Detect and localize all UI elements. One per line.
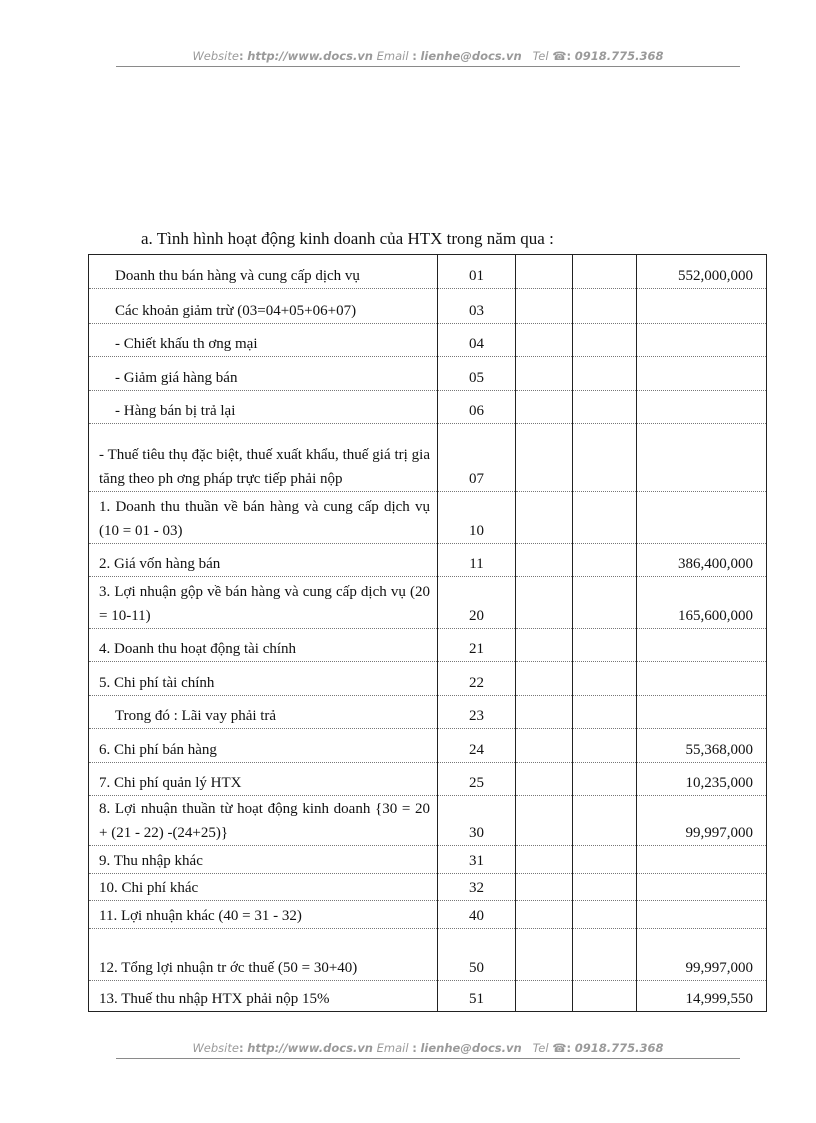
table-row — [89, 901, 767, 929]
table-row — [89, 544, 767, 577]
row-amount — [637, 391, 767, 424]
row-note-cell — [516, 577, 573, 629]
row-code: 31 — [438, 846, 516, 874]
row-prior-cell — [573, 796, 637, 846]
row-note-cell — [516, 391, 573, 424]
table-row — [89, 629, 767, 662]
row-note-cell — [516, 696, 573, 729]
table-row — [89, 324, 767, 357]
row-amount — [637, 492, 767, 544]
row-label-text: Doanh thu bán hàng và cung cấp dịch vụ — [115, 268, 360, 284]
row-code: 20 — [438, 577, 516, 629]
row-code: 10 — [438, 492, 516, 544]
row-label — [89, 492, 438, 544]
table-row — [89, 492, 767, 544]
row-label — [89, 357, 438, 391]
row-prior-cell — [573, 255, 637, 289]
row-amount: 99,997,000 — [637, 929, 767, 981]
row-code: 03 — [438, 289, 516, 324]
table-row — [89, 929, 767, 981]
business-results-table — [88, 254, 767, 1012]
row-code: 40 — [438, 901, 516, 929]
table-row — [89, 357, 767, 391]
row-amount — [637, 846, 767, 874]
row-label — [89, 577, 438, 629]
row-amount — [637, 324, 767, 357]
row-prior-cell — [573, 763, 637, 796]
row-prior-cell — [573, 846, 637, 874]
row-label — [89, 289, 438, 324]
row-label-text: Trong đó : Lãi vay phải trả — [115, 708, 277, 724]
table-row — [89, 577, 767, 629]
row-prior-cell — [573, 662, 637, 696]
row-label-text: 2. Giá vốn hàng bán — [99, 556, 221, 572]
row-note-cell — [516, 492, 573, 544]
header-tel-value: 0918.775.368 — [574, 49, 664, 63]
row-label — [89, 324, 438, 357]
row-label — [89, 255, 438, 289]
header-email-label: Email — [376, 49, 409, 63]
row-prior-cell — [573, 324, 637, 357]
row-note-cell — [516, 981, 573, 1012]
footer-website-label: Website — [192, 1041, 239, 1055]
row-code: 01 — [438, 255, 516, 289]
row-prior-cell — [573, 357, 637, 391]
row-prior-cell — [573, 544, 637, 577]
phone-icon: ☎ — [552, 1041, 567, 1055]
table-row — [89, 391, 767, 424]
page-header: Website: http://www.docs.vn Email : lienhe@docs.vn Tel ☎: 0918.775.368 — [192, 49, 664, 63]
table-row — [89, 874, 767, 901]
row-note-cell — [516, 662, 573, 696]
row-code: 25 — [438, 763, 516, 796]
header-website-link[interactable]: http://www.docs.vn — [247, 49, 373, 63]
row-prior-cell — [573, 929, 637, 981]
table-row — [89, 662, 767, 696]
row-label-text: 9. Thu nhập khác — [99, 853, 203, 869]
footer-website-link[interactable]: http://www.docs.vn — [247, 1041, 373, 1055]
table-row — [89, 846, 767, 874]
row-amount: 165,600,000 — [637, 577, 767, 629]
row-code: 06 — [438, 391, 516, 424]
row-prior-cell — [573, 289, 637, 324]
row-label — [89, 729, 438, 763]
row-label — [89, 544, 438, 577]
row-label-text: 3. Lợi nhuận gộp về bán hàng và cung cấp dịch vụ (20 = 10-11) — [99, 584, 430, 624]
header-website-label: Website — [192, 49, 239, 63]
row-amount — [637, 696, 767, 729]
table-row — [89, 255, 767, 289]
row-amount: 99,997,000 — [637, 796, 767, 846]
row-prior-cell — [573, 981, 637, 1012]
row-note-cell — [516, 901, 573, 929]
row-amount — [637, 357, 767, 391]
row-code: 11 — [438, 544, 516, 577]
row-label-text: 5. Chi phí tài chính — [99, 675, 215, 691]
row-label-text: - Chiết khấu th ơng mại — [115, 336, 258, 352]
row-label-text: 8. Lợi nhuận thuần từ hoạt động kinh doanh {30 = 20 + (21 - 22) -(24+25)} — [99, 801, 430, 841]
row-note-cell — [516, 796, 573, 846]
row-code: 50 — [438, 929, 516, 981]
row-amount — [637, 424, 767, 492]
row-amount: 552,000,000 — [637, 255, 767, 289]
header-divider — [116, 66, 740, 67]
row-label-text: 10. Chi phí khác — [99, 880, 199, 896]
row-label-text: 7. Chi phí quản lý HTX — [99, 775, 242, 791]
table-row — [89, 763, 767, 796]
row-label — [89, 391, 438, 424]
row-prior-cell — [573, 492, 637, 544]
table-row — [89, 696, 767, 729]
row-prior-cell — [573, 424, 637, 492]
row-code: 22 — [438, 662, 516, 696]
row-code: 30 — [438, 796, 516, 846]
footer-email-link[interactable]: lienhe@docs.vn — [420, 1041, 522, 1055]
header-email-link[interactable]: lienhe@docs.vn — [420, 49, 522, 63]
row-code: 32 — [438, 874, 516, 901]
row-code: 21 — [438, 629, 516, 662]
row-label-text: 4. Doanh thu hoạt động tài chính — [99, 641, 297, 657]
row-note-cell — [516, 874, 573, 901]
row-amount — [637, 289, 767, 324]
row-label-text: 11. Lợi nhuận khác (40 = 31 - 32) — [99, 908, 302, 924]
row-amount — [637, 901, 767, 929]
row-label — [89, 424, 438, 492]
section-heading: a. Tình hình hoạt động kinh doanh của HTX trong năm qua : — [141, 229, 554, 248]
row-prior-cell — [573, 577, 637, 629]
row-label — [89, 901, 438, 929]
row-label-text: 1. Doanh thu thuần về bán hàng và cung cấp dịch vụ (10 = 01 - 03) — [99, 499, 430, 539]
row-note-cell — [516, 929, 573, 981]
row-prior-cell — [573, 901, 637, 929]
footer-email-label: Email — [376, 1041, 409, 1055]
row-code: 24 — [438, 729, 516, 763]
row-amount — [637, 629, 767, 662]
row-code: 23 — [438, 696, 516, 729]
footer-tel-label: Tel — [532, 1041, 549, 1055]
row-code: 51 — [438, 981, 516, 1012]
table-row — [89, 729, 767, 763]
row-label — [89, 629, 438, 662]
row-note-cell — [516, 324, 573, 357]
row-note-cell — [516, 629, 573, 662]
row-label — [89, 929, 438, 981]
row-label-text: Các khoản giảm trừ (03=04+05+06+07) — [115, 303, 357, 319]
row-code: 07 — [438, 424, 516, 492]
row-prior-cell — [573, 391, 637, 424]
row-prior-cell — [573, 874, 637, 901]
row-note-cell — [516, 846, 573, 874]
row-label-text: 6. Chi phí bán hàng — [99, 742, 217, 758]
table-row — [89, 981, 767, 1012]
row-label-text: 13. Thuế thu nhập HTX phải nộp 15% — [99, 991, 330, 1007]
row-prior-cell — [573, 729, 637, 763]
table-row — [89, 796, 767, 846]
row-note-cell — [516, 289, 573, 324]
row-label — [89, 662, 438, 696]
row-prior-cell — [573, 629, 637, 662]
row-amount: 386,400,000 — [637, 544, 767, 577]
page-footer: Website: http://www.docs.vn Email : lienhe@docs.vn Tel ☎: 0918.775.368 — [192, 1041, 664, 1055]
row-note-cell — [516, 763, 573, 796]
row-label — [89, 696, 438, 729]
footer-tel-value: 0918.775.368 — [574, 1041, 664, 1055]
row-label-text: - Giảm giá hàng bán — [115, 370, 238, 386]
row-label-text: 12. Tổng lợi nhuận tr ớc thuế (50 = 30+40) — [99, 960, 358, 976]
row-amount: 10,235,000 — [637, 763, 767, 796]
row-prior-cell — [573, 696, 637, 729]
row-note-cell — [516, 424, 573, 492]
row-amount — [637, 874, 767, 901]
table-row — [89, 424, 767, 492]
row-note-cell — [516, 544, 573, 577]
row-code: 04 — [438, 324, 516, 357]
row-amount: 14,999,550 — [637, 981, 767, 1012]
row-label — [89, 981, 438, 1012]
row-label-text: - Hàng bán bị trả lại — [115, 403, 236, 419]
footer-divider — [116, 1058, 740, 1059]
row-label — [89, 796, 438, 846]
table-row — [89, 289, 767, 324]
row-note-cell — [516, 255, 573, 289]
row-label — [89, 846, 438, 874]
header-tel-label: Tel — [532, 49, 549, 63]
phone-icon: ☎ — [552, 49, 567, 63]
row-amount — [637, 662, 767, 696]
row-note-cell — [516, 357, 573, 391]
row-amount: 55,368,000 — [637, 729, 767, 763]
row-label — [89, 874, 438, 901]
row-code: 05 — [438, 357, 516, 391]
row-label-text: - Thuế tiêu thụ đặc biệt, thuế xuất khẩu, thuế giá trị gia tăng theo ph ơng pháp trực tiếp phải nộp — [99, 447, 430, 487]
row-label — [89, 763, 438, 796]
row-note-cell — [516, 729, 573, 763]
